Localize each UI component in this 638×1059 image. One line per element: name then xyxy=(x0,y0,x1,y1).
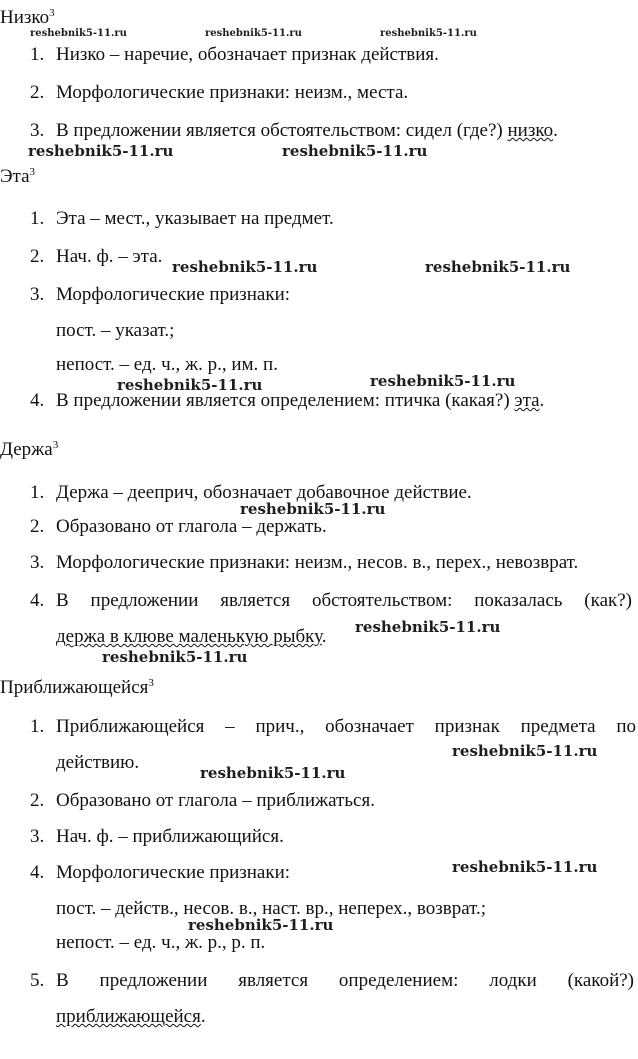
example-word: эта xyxy=(514,390,540,411)
list-item: 2. xyxy=(30,516,45,537)
heading-priblizhayushcheysya: Приближающейся$^3$ xyxy=(0,677,154,698)
heading-nizko: Низко$^3$ xyxy=(0,7,55,28)
heading-derzha: Держа$^3$ xyxy=(0,439,59,460)
watermark: reshebnik5-11.ru xyxy=(282,142,428,160)
example-word: приближающейся xyxy=(56,1006,201,1027)
list-item-text: Эта – мест., указывает на предмет. xyxy=(56,208,334,229)
watermark: reshebnik5-11.ru xyxy=(200,764,346,782)
watermark: reshebnik5-11.ru xyxy=(380,28,477,39)
heading-eta: Эта$^3$ xyxy=(0,166,36,187)
list-subitem: непост. – ед. ч., ж. р., им. п. xyxy=(56,354,278,375)
watermark: reshebnik5-11.ru xyxy=(452,742,598,760)
list-item: 3. xyxy=(30,826,45,847)
list-item-text: В предложении является определением: лодки (какой?) xyxy=(56,970,634,991)
list-subitem: пост. – действ., несов. в., наст. вр., неперех., возврат.; xyxy=(56,898,487,919)
list-item: 1. xyxy=(30,482,45,503)
watermark: reshebnik5-11.ru xyxy=(172,258,318,276)
list-item: 4. xyxy=(30,590,45,611)
watermark: reshebnik5-11.ru xyxy=(28,142,174,160)
watermark: reshebnik5-11.ru xyxy=(205,28,302,39)
list-item-text: Образовано от глагола – приближаться. xyxy=(56,790,375,811)
list-item-text: Держа – дееприч, обозначает добавочное действие. xyxy=(56,482,472,503)
list-item-cont: приближающейся. xyxy=(56,1006,206,1027)
list-item: 2. xyxy=(30,790,45,811)
list-item-text: Морфологические признаки: xyxy=(56,862,291,883)
watermark: reshebnik5-11.ru xyxy=(102,648,248,666)
watermark: reshebnik5-11.ru xyxy=(452,858,598,876)
list-item: 1. xyxy=(30,208,45,229)
list-subitem: пост. – указат.; xyxy=(56,320,175,341)
list-item-text: В предложении является обстоятельством: сидел (где?) низко. xyxy=(56,120,558,141)
list-item-text: В предложении является определением: птичка (какая?) эта. xyxy=(56,390,545,411)
watermark: reshebnik5-11.ru xyxy=(425,258,571,276)
list-item-text: Нач. ф. – эта. xyxy=(56,246,163,267)
watermark: reshebnik5-11.ru xyxy=(30,28,127,39)
list-item: 5. xyxy=(30,970,45,991)
watermark: reshebnik5-11.ru xyxy=(117,376,263,394)
watermark: reshebnik5-11.ru xyxy=(188,916,334,934)
list-item-cont: действию. xyxy=(56,752,140,773)
list-item: 2. xyxy=(30,246,45,267)
list-item-text: Морфологические признаки: xyxy=(56,284,291,305)
list-item-cont: держа в клюве маленькую рыбку. xyxy=(56,626,327,647)
list-item-text: Приближающейся – прич., обозначает признак предмета по xyxy=(56,716,636,737)
list-item-text: В предложении является обстоятельством: показалась (как?) xyxy=(56,590,632,611)
list-subitem: непост. – ед. ч., ж. р., р. п. xyxy=(56,932,266,953)
list-item-text: Образовано от глагола – держать. xyxy=(56,516,327,537)
watermark: reshebnik5-11.ru xyxy=(240,500,386,518)
list-item-text: Морфологические признаки: неизм., места. xyxy=(56,82,409,103)
list-item: 1. xyxy=(30,44,45,65)
list-item: 1. xyxy=(30,716,45,737)
list-item-text: Морфологические признаки: неизм., несов. в., перех., невозврат. xyxy=(56,552,579,573)
list-item-text: Низко – наречие, обозначает признак действия. xyxy=(56,44,439,65)
list-item: 3. xyxy=(30,120,45,141)
watermark: reshebnik5-11.ru xyxy=(355,618,501,636)
list-item: 4. xyxy=(30,390,45,411)
list-item: 4. xyxy=(30,862,45,883)
list-item-text: Нач. ф. – приближающийся. xyxy=(56,826,284,847)
example-phrase: держа в клюве маленькую рыбку xyxy=(56,626,322,647)
watermark: reshebnik5-11.ru xyxy=(370,372,516,390)
list-item: 3. xyxy=(30,552,45,573)
list-item: 3. xyxy=(30,284,45,305)
list-item: 2. xyxy=(30,82,45,103)
example-word: низко xyxy=(507,120,554,141)
